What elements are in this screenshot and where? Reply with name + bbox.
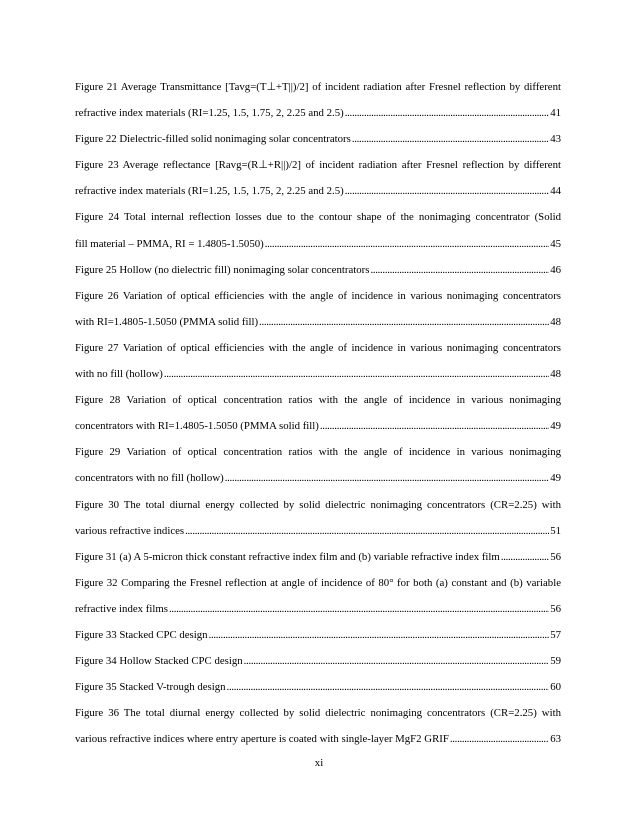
figure-caption-text: Figure 22 Dielectric-filled solid nonimaging solar concentrators bbox=[75, 133, 351, 146]
dot-leader bbox=[450, 726, 549, 752]
dot-leader bbox=[345, 100, 549, 126]
dot-leader bbox=[169, 596, 549, 622]
figure-entry[interactable] bbox=[75, 126, 561, 152]
figure-entry-line bbox=[75, 387, 561, 413]
figure-entry-last-line bbox=[75, 544, 561, 570]
figure-entry[interactable] bbox=[75, 674, 561, 700]
figure-entry[interactable] bbox=[75, 335, 561, 387]
page-number-footer: xi bbox=[314, 757, 324, 769]
figure-entry[interactable] bbox=[75, 152, 561, 204]
figure-entry-last-line bbox=[75, 622, 561, 648]
dot-leader bbox=[265, 231, 549, 257]
figure-caption-text: Figure 36 The total diurnal energy collected by solid dielectric nonimaging concentrators (CR=2.25) with bbox=[75, 707, 561, 720]
figure-caption-text: various refractive indices where entry aperture is coated with single-layer MgF2 GRIF bbox=[75, 733, 449, 746]
figure-entry-last-line bbox=[75, 413, 561, 439]
figure-page-number: 48 bbox=[550, 368, 561, 381]
dot-leader bbox=[209, 622, 550, 648]
figure-entry-last-line bbox=[75, 178, 561, 204]
figure-page-number: 45 bbox=[550, 237, 561, 250]
figure-entry[interactable] bbox=[75, 570, 561, 622]
figure-caption-text: Figure 27 Variation of optical efficiencies with the angle of incidence in various nonimaging concentrators bbox=[75, 341, 561, 354]
figure-caption-text: Figure 34 Hollow Stacked CPC design bbox=[75, 655, 243, 668]
figure-entry-last-line bbox=[75, 465, 561, 491]
figure-entry-last-line bbox=[75, 361, 561, 387]
figure-caption-text: Figure 33 Stacked CPC design bbox=[75, 628, 208, 641]
figure-entry-line bbox=[75, 152, 561, 178]
dot-leader bbox=[501, 544, 549, 570]
figure-entry-line bbox=[75, 439, 561, 465]
figure-caption-text: refractive index materials (RI=1.25, 1.5, 1.75, 2, 2.25 and 2.5) bbox=[75, 185, 344, 198]
dot-leader bbox=[227, 674, 550, 700]
figure-entry-last-line bbox=[75, 674, 561, 700]
figure-entry-line bbox=[75, 492, 561, 518]
figure-page-number: 57 bbox=[550, 628, 561, 641]
dot-leader bbox=[320, 413, 549, 439]
figure-caption-text: fill material – PMMA, RI = 1.4805-1.5050) bbox=[75, 237, 264, 250]
figure-entry-line bbox=[75, 570, 561, 596]
figure-entry[interactable] bbox=[75, 648, 561, 674]
figure-entry[interactable] bbox=[75, 700, 561, 752]
figure-entry-last-line bbox=[75, 648, 561, 674]
dot-leader bbox=[244, 648, 550, 674]
figure-caption-text: Figure 23 Average reflectance [Ravg=(R⊥+R||)/2] of incident radiation after Fresnel reflection by different bbox=[75, 159, 561, 172]
figure-entry-last-line bbox=[75, 257, 561, 283]
figure-entry-line bbox=[75, 204, 561, 230]
figure-entry[interactable] bbox=[75, 387, 561, 439]
figure-entry[interactable] bbox=[75, 544, 561, 570]
figure-page-number: 44 bbox=[550, 185, 561, 198]
figure-entry-line bbox=[75, 74, 561, 100]
figure-entry-line bbox=[75, 700, 561, 726]
figure-page-number: 60 bbox=[550, 681, 561, 694]
figure-caption-text: Figure 26 Variation of optical efficiencies with the angle of incidence in various nonimaging concentrators bbox=[75, 289, 561, 302]
figure-entry-last-line bbox=[75, 126, 561, 152]
figure-entry[interactable] bbox=[75, 492, 561, 544]
dot-leader bbox=[164, 361, 549, 387]
figure-caption-text: Figure 21 Average Transmittance [Tavg=(T⊥+T||)/2] of incident radiation after Fresnel reflection by different bbox=[75, 81, 561, 93]
figure-caption-text: Figure 24 Total internal reflection losses due to the contour shape of the nonimaging concentrator (Solid bbox=[75, 211, 561, 224]
figure-entry-last-line bbox=[75, 309, 561, 335]
figure-caption-text: various refractive indices bbox=[75, 524, 185, 537]
figure-caption-text: Figure 35 Stacked V-trough design bbox=[75, 681, 226, 694]
figure-caption-text: Figure 29 Variation of optical concentration ratios with the angle of incidence in various nonimaging bbox=[75, 446, 561, 459]
dot-leader bbox=[345, 178, 549, 204]
figure-page-number: 56 bbox=[550, 602, 561, 615]
figure-entry[interactable] bbox=[75, 204, 561, 256]
figure-caption-text: concentrators with no fill (hollow) bbox=[75, 472, 224, 485]
figure-entry-last-line bbox=[75, 726, 561, 752]
dot-leader bbox=[352, 126, 549, 152]
figure-page-number: 43 bbox=[550, 133, 561, 146]
figure-entry[interactable] bbox=[75, 283, 561, 335]
figure-entry[interactable] bbox=[75, 622, 561, 648]
figure-caption-text: concentrators with RI=1.4805-1.5050 (PMMA solid fill) bbox=[75, 420, 319, 433]
figure-caption-text: refractive index materials (RI=1.25, 1.5, 1.75, 2, 2.25 and 2.5) bbox=[75, 107, 344, 120]
figure-page-number: 49 bbox=[550, 420, 561, 433]
figure-entry-line bbox=[75, 335, 561, 361]
figure-page-number: 46 bbox=[550, 263, 561, 276]
list-of-figures bbox=[75, 74, 561, 752]
figure-entry[interactable] bbox=[75, 439, 561, 491]
figure-page-number: 41 bbox=[550, 107, 561, 120]
figure-caption-text: Figure 28 Variation of optical concentration ratios with the angle of incidence in various nonimaging bbox=[75, 394, 561, 407]
figure-entry-last-line bbox=[75, 596, 561, 622]
figure-page-number: 56 bbox=[550, 550, 561, 563]
figure-page-number: 51 bbox=[550, 524, 561, 537]
figure-page-number: 49 bbox=[550, 472, 561, 485]
figure-page-number: 59 bbox=[550, 655, 561, 668]
figure-entry-last-line bbox=[75, 231, 561, 257]
figure-entry-last-line bbox=[75, 100, 561, 126]
figure-entry-line bbox=[75, 283, 561, 309]
dot-leader bbox=[370, 257, 549, 283]
dot-leader bbox=[225, 465, 549, 491]
figure-entry[interactable] bbox=[75, 257, 561, 283]
figure-caption-text: Figure 32 Comparing the Fresnel reflection at angle of incidence of 80° for both (a) constant and (b) variable bbox=[75, 576, 561, 589]
figure-entry[interactable] bbox=[75, 74, 561, 126]
figure-page-number: 63 bbox=[550, 733, 561, 746]
figure-caption-text: with no fill (hollow) bbox=[75, 368, 163, 381]
figure-page-number: 48 bbox=[550, 315, 561, 328]
dot-leader bbox=[185, 518, 549, 544]
dot-leader bbox=[259, 309, 549, 335]
figure-caption-text: Figure 25 Hollow (no dielectric fill) nonimaging solar concentrators bbox=[75, 263, 370, 276]
figure-caption-text: with RI=1.4805-1.5050 (PMMA solid fill) bbox=[75, 315, 259, 328]
figure-caption-text: Figure 31 (a) A 5-micron thick constant refractive index film and (b) variable refractive index film bbox=[75, 550, 500, 563]
figure-entry-last-line bbox=[75, 518, 561, 544]
figure-caption-text: refractive index films bbox=[75, 602, 168, 615]
figure-caption-text: Figure 30 The total diurnal energy collected by solid dielectric nonimaging concentrators (CR=2.25) with bbox=[75, 498, 561, 511]
